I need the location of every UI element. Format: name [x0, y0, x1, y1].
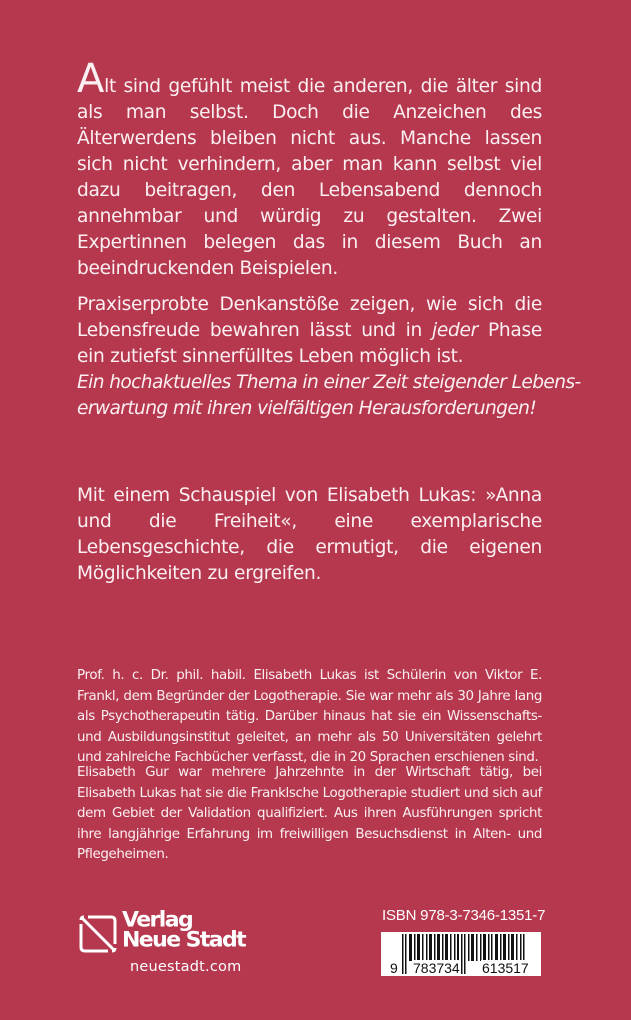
emphasis-jeder: jeder [431, 320, 478, 341]
blurb-paragraph-1-text: lt sind gefühlt meist die anderen, die älter sind als man selbst. Doch die Anzeichen des Älterwerdens bleiben nicht aus. Manche lassen sich nicht verhindern, aber man kann selbst viel dazu beitragen, den Lebensabend dennoch annehmbar und würdig zu gestalten. Zwei Expertinnen belegen das in diesem Buch an beeindruckenden Beispielen. [77, 76, 542, 279]
blurb-paragraph-2-text-b: Phase ein zutiefst sinnerfülltes Leben möglich ist. [77, 320, 542, 367]
publisher-website: neuestadt.com [130, 959, 242, 975]
author-bio-text: Elisabeth Gur war mehrere Jahrzehnte in der Wirtschaft tätig, bei Elisabeth Lukas hat sie die Franklsche Logotherapie studiert und sich auf dem Gebiet der Validation qualifiziert. Aus ihren Ausführungen spricht ihre langjährige Erfahrung im freiwilligen Besuchsdienst in Alten- und Pflegeheimen. [77, 765, 542, 862]
barcode-first-digit: 9 [390, 960, 398, 976]
dropcap-letter: A [77, 56, 105, 102]
author-bio-lukas [77, 666, 542, 769]
barcode-left-digits: 783734 [413, 960, 460, 976]
author-bio-gur [77, 763, 542, 866]
tagline-line-1: Ein hochaktuelles Thema in einer Zeit steigender Lebens- [77, 372, 581, 393]
barcode-digits [381, 960, 541, 976]
blurb-paragraph-2 [77, 292, 581, 422]
blurb-paragraph-3 [77, 483, 542, 587]
blurb-paragraph-3-text: Mit einem Schauspiel von Elisabeth Lukas: »Anna und die Freiheit«, eine exemplarische Lebensgeschichte, die ermutigt, die eigenen Möglichkeiten zu ergreifen. [77, 485, 542, 584]
isbn-label: ISBN 978-3-7346-1351-7 [382, 907, 546, 924]
publisher-name-line-2: Neue Stadt [122, 928, 246, 953]
author-bio-text: Prof. h. c. Dr. phil. habil. Elisabeth Lukas ist Schülerin von Viktor E. Frankl, dem Begründer der Logotherapie. Sie war mehr als 30 Jahre lang als Psychotherapeutin tätig. Darüber hinaus hat sie ein Wissenschafts- und Ausbildungsinstitut geleitet, an mehr als 50 Universitäten gelehrt und zahlreiche Fachbücher verfasst, die in 20 Sprachen erschienen sind. [77, 668, 542, 765]
isbn-barcode [381, 932, 541, 976]
publisher-name-line-1: Verlag [122, 908, 193, 933]
blurb-paragraph-1 [77, 56, 542, 282]
blurb-paragraph-2-text-a: Praxiserprobte Denkanstöße zeigen, wie sich die Lebensfreude bewahren lässt und in [77, 294, 542, 341]
verlag-neue-stadt-logo-icon [78, 914, 118, 954]
tagline-line-2: erwartung mit ihren vielfältigen Herausforderungen! [77, 398, 537, 419]
publisher-logo [76, 908, 266, 980]
barcode-right-digits: 613517 [482, 960, 529, 976]
